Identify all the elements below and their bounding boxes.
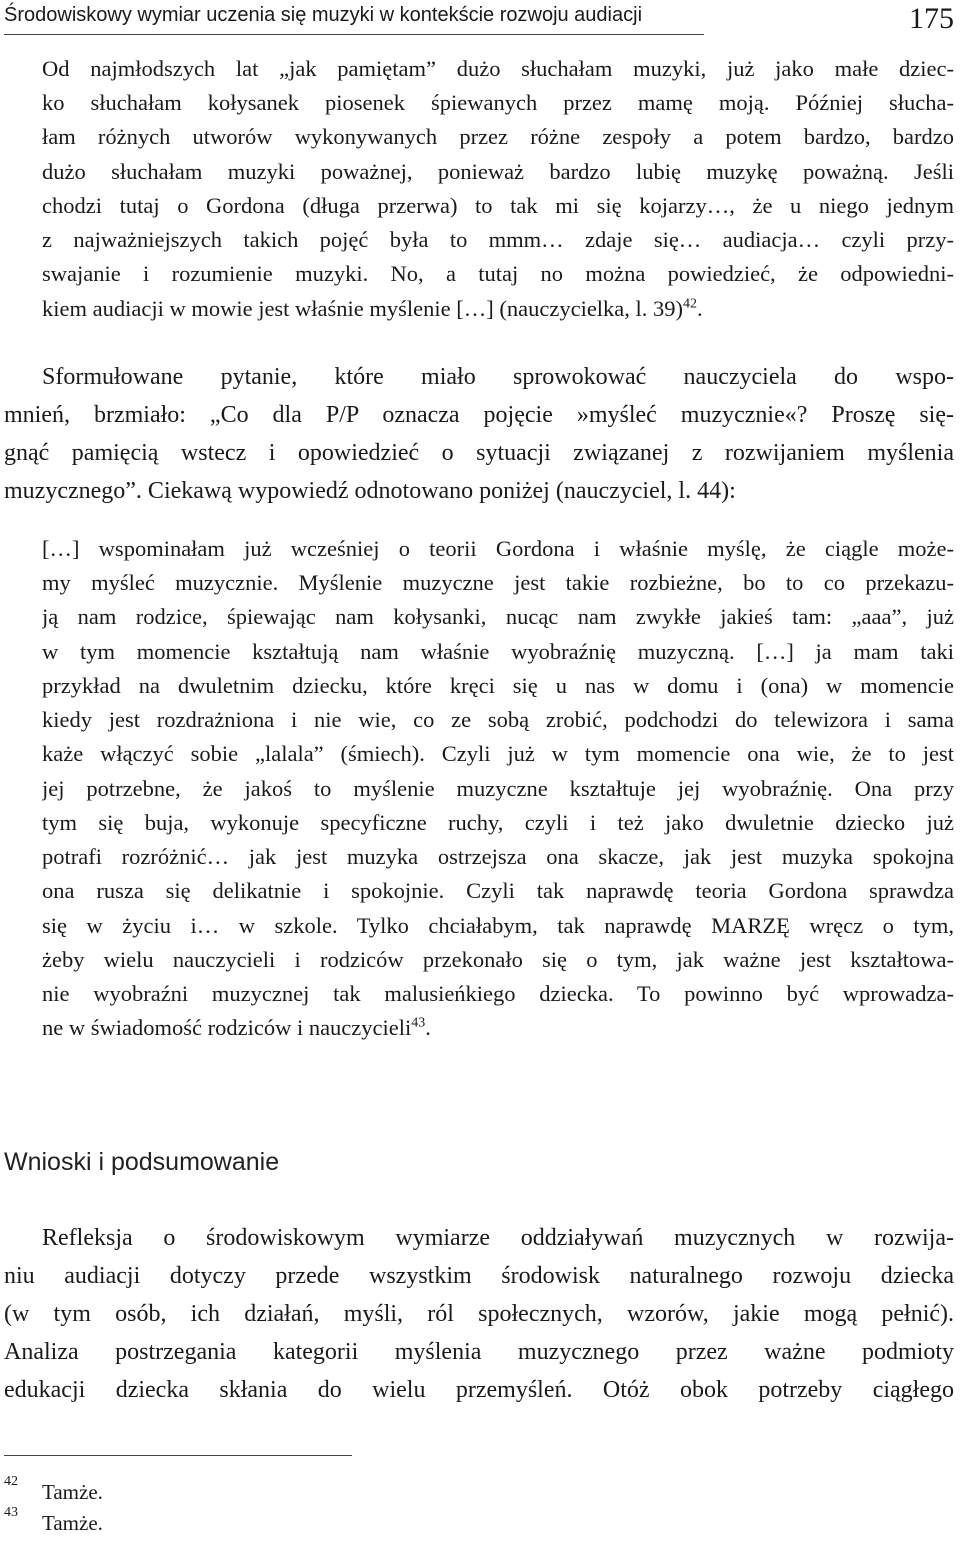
- text-line: każe włączyć sobie „lalala” (śmiech). Czyli już w tym momencie ona wie, że to jest: [42, 741, 954, 766]
- text-line: swajanie i rozumienie muzyki. No, a tutaj no można powiedzieć, że odpowiedni-: [42, 261, 954, 286]
- text-line: potrafi rozróżnić… jak jest muzyka ostrzejsza ona skacze, jak jest muzyka spokojna: [42, 844, 954, 869]
- text-line: [42, 1015, 954, 1045]
- text-line: chodzi tutaj o Gordona (długa przerwa) to tak mi się kojarzy…, że u niego jednym: [42, 193, 954, 218]
- text-line: ją nam rodzice, śpiewając nam kołysanki, nucąc nam zwykłe jakieś tam: „aaa”, już: [42, 604, 954, 629]
- footnote-text: Tamże.: [42, 1480, 103, 1504]
- text-line: Sformułowane pytanie, które miało sprowokować nauczyciela do wspo-: [42, 364, 954, 390]
- end-punct: .: [696, 296, 703, 321]
- text-line: my myśleć muzycznie. Myślenie muzyczne jest takie rozbieżne, bo to co przekazu-: [42, 570, 954, 595]
- running-header: [4, 0, 704, 35]
- text-line: gnąć pamięcią wstecz i opowiedzieć o sytuacji związanej z rozwijaniem myślenia: [4, 440, 954, 466]
- text-line: się w życiu i… w szkole. Tylko chciałabym, tak naprawdę MARZĘ wręcz o tym,: [42, 913, 954, 938]
- text-line: łam różnych utworów wykonywanych przez różne zespoły a potem bardzo, bardzo: [42, 124, 954, 149]
- running-title: Środowiskowy wymiar uczenia się muzyki w kontekście rozwoju audiacji: [4, 4, 643, 26]
- text-line: kiedy jest rozdrażniona i nie wie, co ze sobą zrobić, podchodzi do telewizora i sama: [42, 707, 954, 732]
- text-line: Analiza postrzegania kategorii myślenia muzycznego przez ważne podmioty: [4, 1339, 954, 1365]
- footnote-text: Tamże.: [42, 1511, 103, 1535]
- page-number: 175: [909, 2, 954, 35]
- text-line: nie wyobraźni muzycznej tak malusieńkiego dziecka. To powinno być wprowadza-: [42, 981, 954, 1006]
- text-line: tym się buja, wykonuje specyficzne ruchy, czyli i też jako dwuletnie dziecko już: [42, 810, 954, 835]
- text-line: przykład na dwuletnim dziecku, które kręci się u nas w domu i (ona) w momencie: [42, 673, 954, 698]
- text-line: (w tym osób, ich działań, myśli, ról społecznych, wzorów, jakie mogą pełnić).: [4, 1301, 954, 1327]
- text-line: mnień, brzmiało: „Co dla P/P oznacza pojęcie »myśleć muzycznie«? Proszę się-: [4, 402, 954, 428]
- text-line: ona rusza się delikatnie i spokojnie. Czyli tak naprawdę teoria Gordona sprawdza: [42, 878, 954, 903]
- text-line: z najważniejszych takich pojęć była to mmm… zdaje się… audiacja… czyli przy-: [42, 227, 954, 252]
- text-line: Refleksja o środowiskowym wymiarze oddziaływań muzycznych w rozwija-: [42, 1225, 954, 1251]
- text-line: ko słuchałam kołysanek piosenek śpiewanych przez mamę moją. Później słucha-: [42, 90, 954, 115]
- text-line-content: kiem audiacji w mowie jest właśnie myślenie […] (nauczycielka, l. 39): [42, 296, 684, 321]
- text-line: żeby wielu nauczycieli i rodziców przekonało się o tym, jak ważne jest kształtowa-: [42, 947, 954, 972]
- text-line: niu audiacji dotyczy przede wszystkim środowisk naturalnego rozwoju dziecka: [4, 1263, 954, 1289]
- section-heading: Wnioski i podsumowanie: [4, 1148, 280, 1176]
- footnote-number: 42: [4, 1474, 18, 1489]
- text-line-content: ne w świadomość rodziców i nauczycieli: [42, 1015, 412, 1040]
- text-line: […] wspominałam już wcześniej o teorii Gordona i właśnie myślę, że ciągle może-: [42, 536, 954, 561]
- footnote-number: 43: [4, 1505, 18, 1520]
- footnote-ref[interactable]: 43: [411, 1015, 426, 1031]
- end-punct: .: [425, 1015, 431, 1040]
- text-line: w tym momencie kształtują nam właśnie wyobraźnię muzyczną. […] ja mam taki: [42, 639, 954, 664]
- text-line: [42, 296, 954, 326]
- text-line: jej potrzebne, że jakoś to myślenie muzyczne kształtuje jej wyobraźnię. Ona przy: [42, 776, 954, 801]
- footnote-ref[interactable]: 42: [683, 296, 697, 312]
- text-line: edukacji dziecka skłania do wielu przemyśleń. Otóż obok potrzeby ciągłego: [4, 1377, 954, 1403]
- text-line: Od najmłodszych lat „jak pamiętam” dużo słuchałam muzyki, już jako małe dziec-: [42, 56, 954, 81]
- text-line: muzycznego”. Ciekawą wypowiedź odnotowano poniżej (nauczyciel, l. 44):: [4, 478, 736, 504]
- footnote-divider: [4, 1455, 352, 1456]
- text-line: dużo słuchałam muzyki poważnej, ponieważ bardzo lubię muzykę poważną. Jeśli: [42, 159, 954, 184]
